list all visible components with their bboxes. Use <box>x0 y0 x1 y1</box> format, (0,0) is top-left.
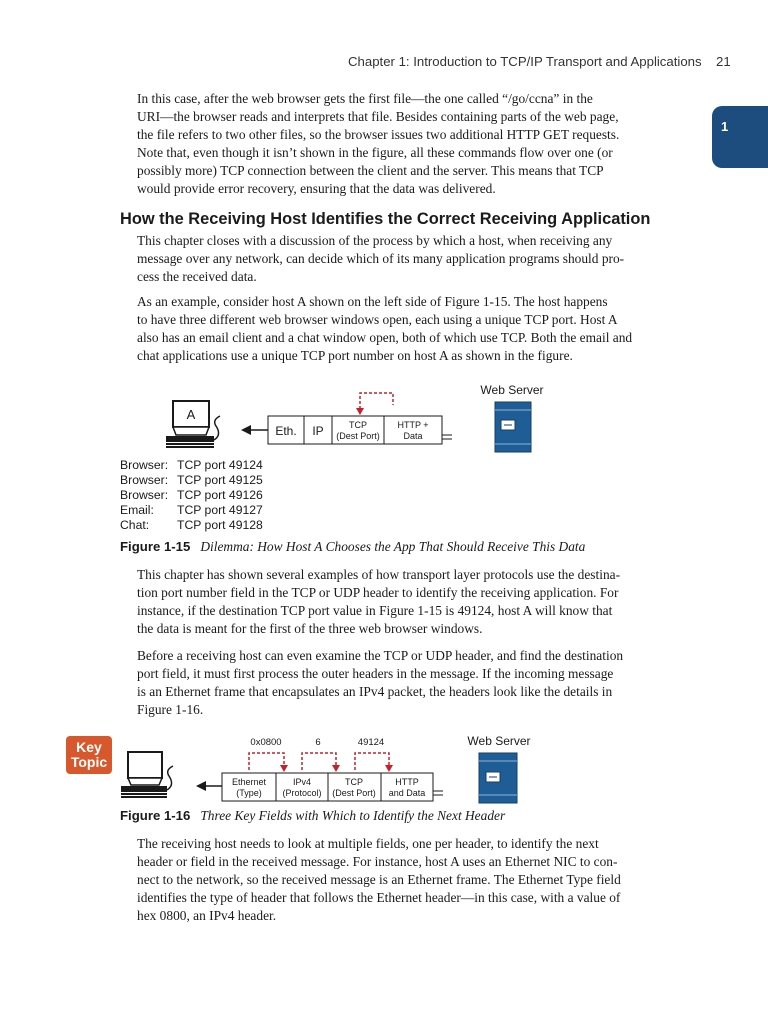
figure-1-15-number: Figure 1-15 <box>120 539 191 554</box>
web-server-label: Web Server <box>480 383 544 397</box>
port-value: TCP port 49128 <box>177 518 263 532</box>
host-a-label: A <box>186 407 196 422</box>
port-app: Browser: <box>120 458 169 472</box>
port-value: TCP port 49127 <box>177 503 263 517</box>
running-head: Chapter 1: Introduction to TCP/IP Transport and Applications <box>348 54 702 69</box>
field-ipv4-protocol: (Protocol) <box>282 788 322 798</box>
port-app: Browser: <box>120 473 169 487</box>
port-row <box>120 488 263 503</box>
pointer-arrowheads <box>280 765 393 772</box>
port-app: Email: <box>120 503 154 517</box>
web-server-label: Web Server <box>467 734 531 748</box>
field-tcp-dest-port: (Dest Port) <box>336 431 380 441</box>
field-ipv4: IPv4 <box>292 777 312 787</box>
port-row <box>120 518 263 533</box>
incoming-arrow-head <box>196 781 206 791</box>
key-topic-line-2: Topic <box>70 754 108 770</box>
value-ethernet-type: 0x0800 <box>250 737 282 748</box>
paragraph-5: Before a receiving host can even examine the TCP or UDP header, and find the destination port field, it must first process the outer headers in the message. If the incoming message is an Ethernet frame that encapsulates an IPv4 packet, the headers look like the details in Figure 1-16. <box>137 648 624 717</box>
value-ip-protocol: 6 <box>315 737 321 748</box>
figure-1-16-number: Figure 1-16 <box>120 808 191 823</box>
field-ethernet-type: (Type) <box>236 788 262 798</box>
key-topic-line-1: Key <box>76 739 102 755</box>
port-app: Browser: <box>120 488 169 502</box>
figure-1-15-title: Dilemma: How Host A Chooses the App That Should Receive This Data <box>200 539 586 554</box>
port-app: Chat: <box>120 518 150 532</box>
next-header-pointers <box>249 753 389 770</box>
field-http-data: and Data <box>388 788 426 798</box>
port-value: TCP port 49126 <box>177 488 263 502</box>
figure-1-15-caption <box>120 539 585 555</box>
field-ethernet: Ethernet <box>231 777 267 787</box>
port-value: TCP port 49124 <box>177 458 263 472</box>
port-row <box>120 473 263 488</box>
paragraph-6: The receiving host needs to look at multiple fields, one per header, to identify the next header or field in the received message. For instance, host A uses an Ethernet NIC to con- nect to the network, so the received message is an Ethernet frame. The Ethernet Type field identifies the type of header that follows the Ethernet header—in this case, with a value of hex 0800, an IPv4 header. <box>137 836 621 923</box>
section-heading: How the Receiving Host Identifies the Correct Receiving Application <box>120 210 651 228</box>
page-number: 21 <box>716 54 731 69</box>
dest-port-pointer <box>356 393 393 415</box>
port-row <box>120 458 263 473</box>
paragraph-3: As an example, consider host A shown on the left side of Figure 1-15. The host happens to have three different web browser windows open, each using a unique TCP port. Host A also has an email client and a chat window open, both of which use TCP. Both the email and chat applications use a unique TCP port number on host A as shown in the figure. <box>137 294 633 363</box>
figure-1-15-diagram <box>0 380 768 460</box>
value-tcp-dest-port: 49124 <box>357 737 385 748</box>
port-list <box>120 458 263 533</box>
figure-1-16-caption <box>120 808 505 824</box>
field-data: Data <box>403 431 423 441</box>
field-eth: Eth. <box>275 424 297 438</box>
figure-1-16-title: Three Key Fields with Which to Identify the Next Header <box>200 808 506 823</box>
host-computer-icon <box>121 752 173 797</box>
field-tcp: TCP <box>345 777 363 787</box>
paragraph-1: In this case, after the web browser gets the first file—the one called “/go/ccna” in the URI—the browser reads and interprets that file. Besides containing parts of the web page, the file refers to two other files, so the browser issues two additional HTTP GET requests. Note that, even though it isn’t shown in the figure, all these commands flow over one (or possibly more) TCP connection between the client and the server. This means that TCP would provide error recovery, ensuring that the data was delivered. <box>137 91 620 196</box>
web-server-icon <box>479 753 517 803</box>
paragraph-2: This chapter closes with a discussion of the process by which a host, when receiving any message over any network, can decide which of its many application programs should pro- cess the received data. <box>137 233 625 284</box>
field-tcp: TCP <box>349 420 367 430</box>
chapter-tab-label: 1 <box>721 119 729 134</box>
paragraph-4: This chapter has shown several examples of how transport layer protocols use the destina- tion port number field in the TCP or UDP header to identify the receiving application. For instance, if the destination TCP port value in Figure 1-15 is 49124, host A will know that the data is meant for the first of the three web browser windows. <box>137 567 621 636</box>
field-tcp-dest-port: (Dest Port) <box>332 788 376 798</box>
field-http: HTTP + <box>397 420 429 430</box>
port-value: TCP port 49125 <box>177 473 263 487</box>
field-ip: IP <box>312 424 324 438</box>
chapter-tab <box>712 106 768 168</box>
web-server-icon <box>495 402 531 452</box>
field-http: HTTP <box>395 777 419 787</box>
figure-1-16-diagram <box>0 730 768 810</box>
incoming-arrow-head <box>241 425 251 435</box>
port-row <box>120 503 263 518</box>
